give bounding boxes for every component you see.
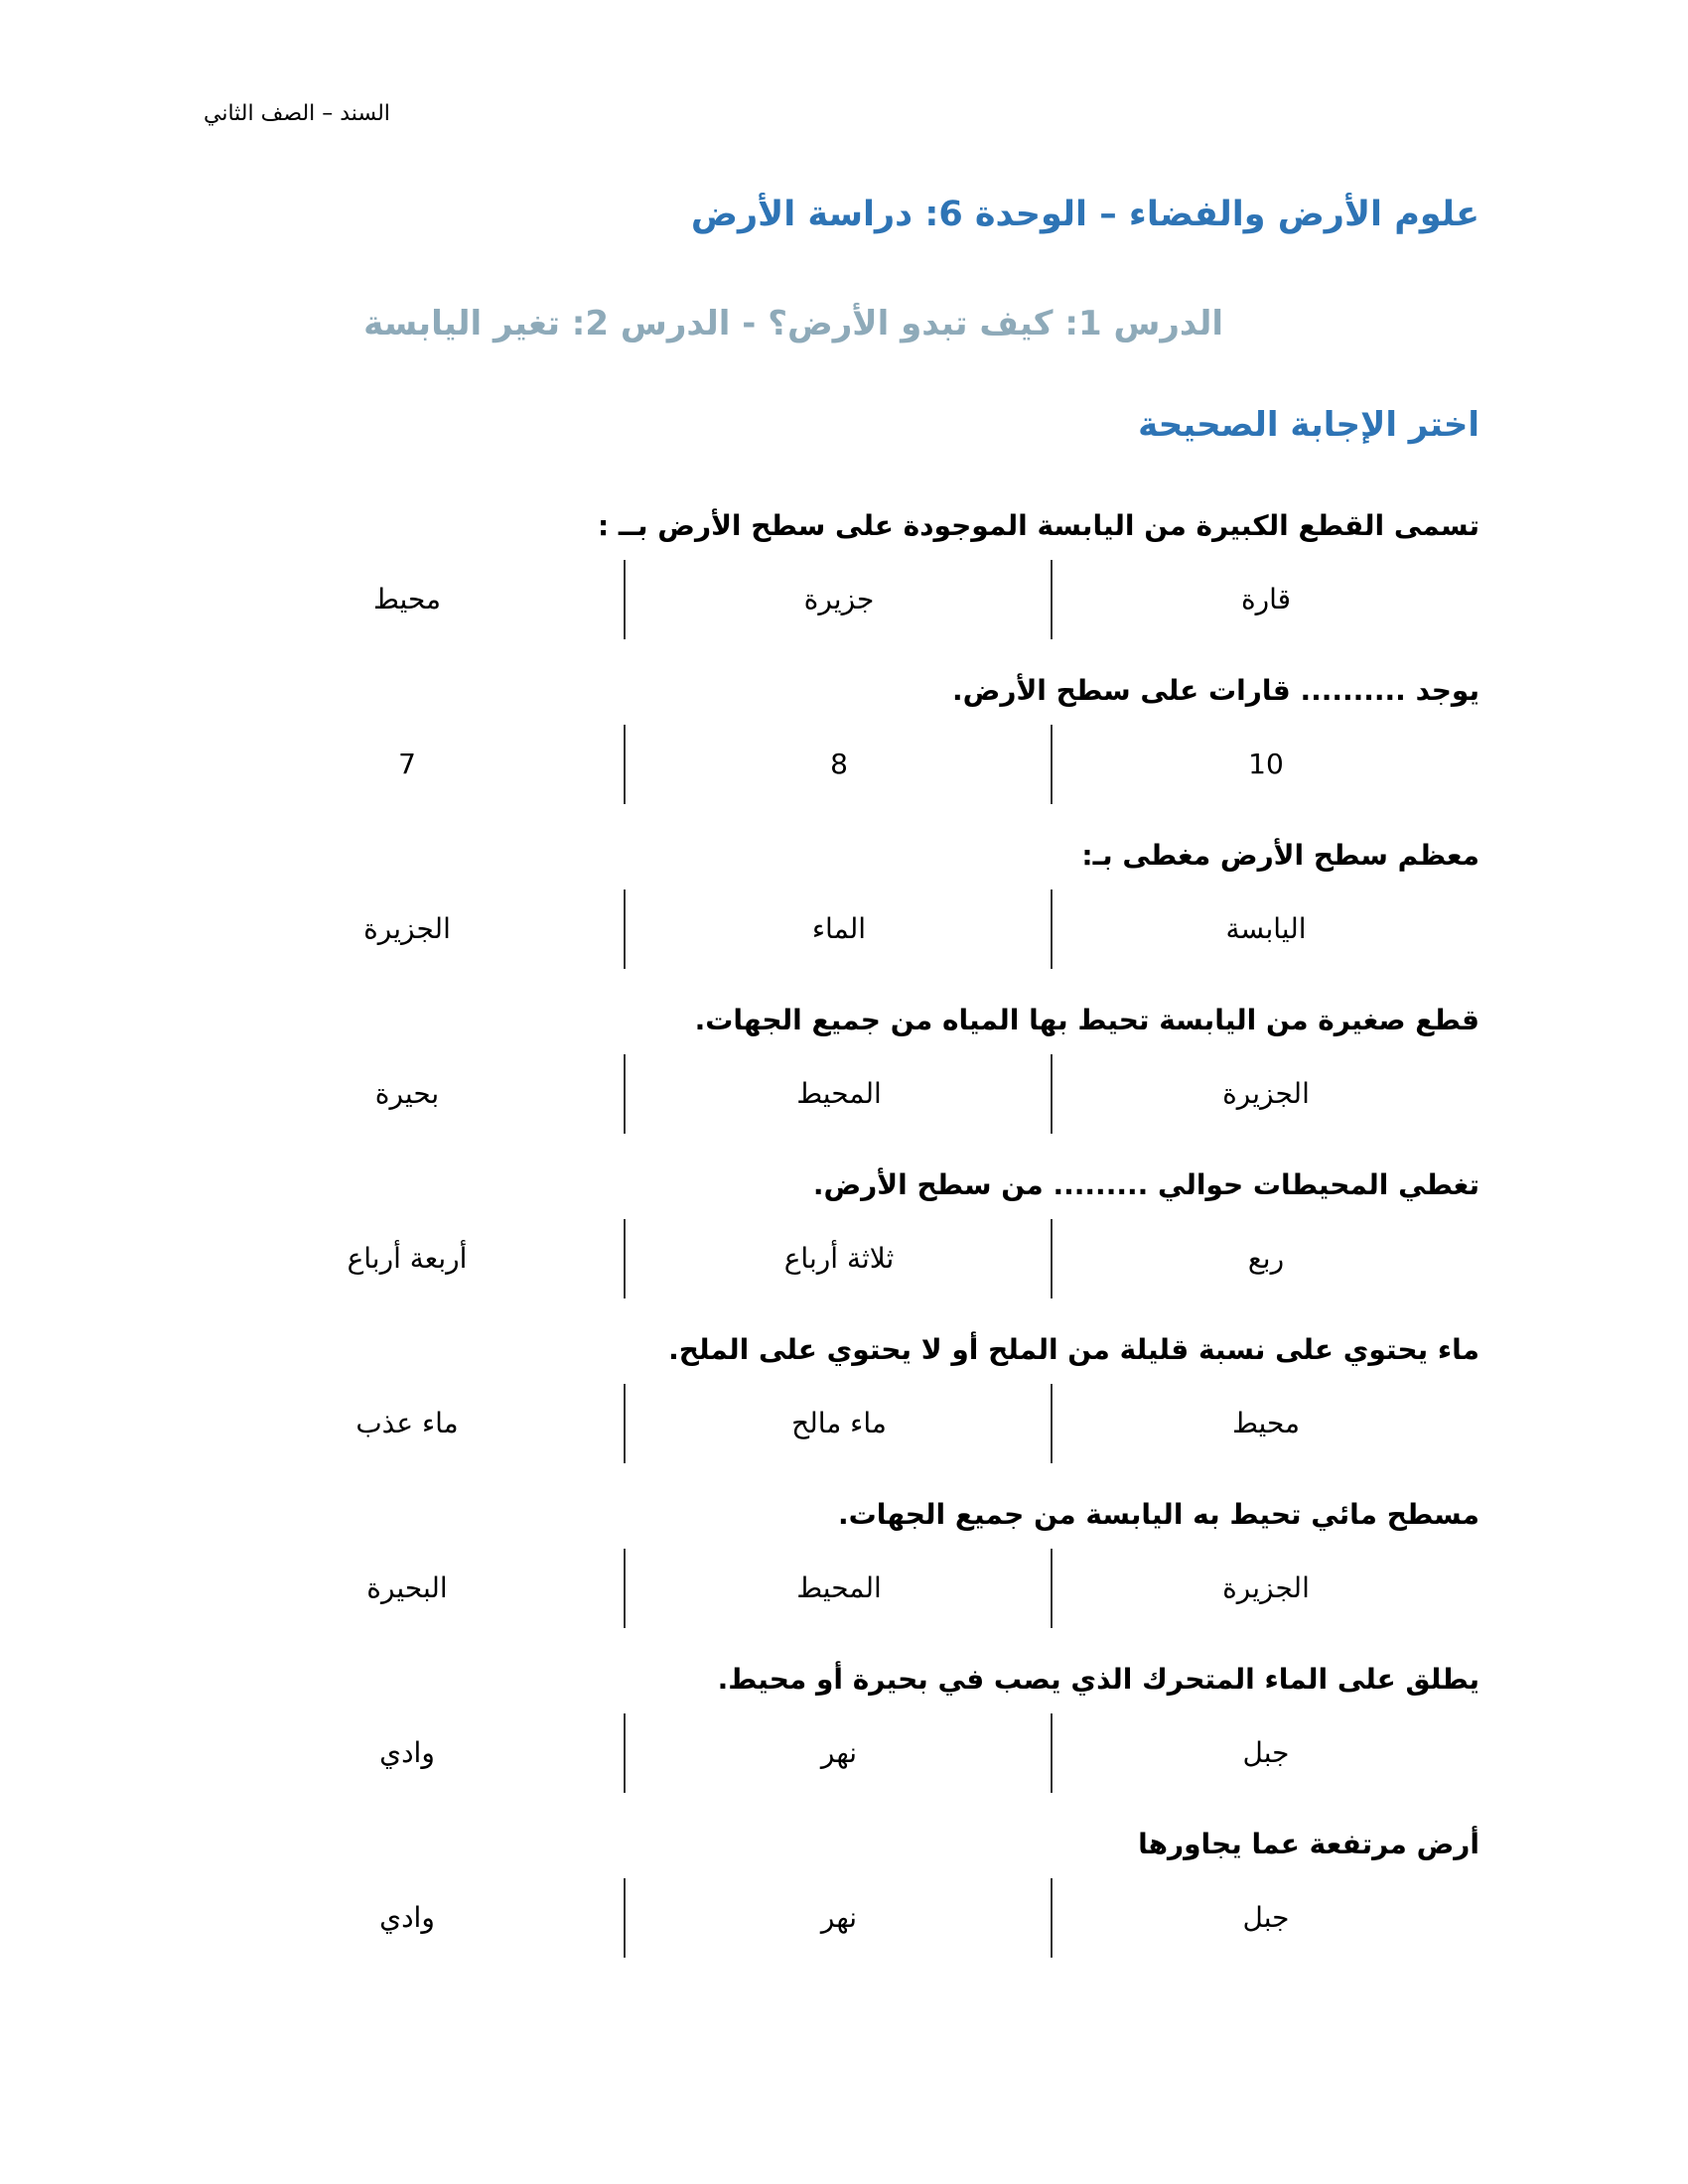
header-note: السند – الصف الثاني <box>204 101 390 126</box>
option-b[interactable]: نهر <box>820 1736 858 1769</box>
option-c[interactable]: وادي <box>379 1901 435 1934</box>
option-c[interactable]: البحيرة <box>366 1571 448 1604</box>
options-row <box>366 1549 1479 1628</box>
option-c[interactable]: وادي <box>379 1736 435 1769</box>
option-c[interactable]: محيط <box>372 583 442 615</box>
option-a[interactable]: محيط <box>1231 1407 1301 1439</box>
question-3 <box>363 836 1479 969</box>
option-a[interactable]: اليابسة <box>1225 912 1307 945</box>
options-row <box>374 1054 1479 1134</box>
option-a[interactable]: 10 <box>1248 748 1284 780</box>
question-9 <box>379 1825 1479 1958</box>
option-c[interactable]: 7 <box>398 748 416 780</box>
question-4 <box>374 1001 1479 1134</box>
question-text: تسمى القطع الكبيرة من اليابسة الموجودة على سطح الأرض بــ : <box>597 509 1479 542</box>
options-row <box>387 725 1479 804</box>
question-1 <box>372 506 1479 639</box>
option-b[interactable]: الماء <box>811 912 867 945</box>
option-c[interactable]: ماء عذب <box>355 1407 459 1439</box>
options-row <box>372 560 1479 639</box>
option-a[interactable]: ربع <box>1247 1242 1285 1275</box>
option-b[interactable]: نهر <box>820 1901 858 1934</box>
option-a[interactable]: الجزيرة <box>1222 1077 1310 1110</box>
question-5 <box>347 1165 1479 1298</box>
option-c[interactable]: بحيرة <box>374 1077 440 1110</box>
question-7 <box>366 1495 1479 1628</box>
option-b[interactable]: 8 <box>830 748 848 780</box>
question-8 <box>379 1660 1479 1793</box>
question-text: قطع صغيرة من اليابسة تحيط بها المياه من جميع الجهات. <box>694 1004 1479 1036</box>
question-text: يوجد .......... قارات على سطح الأرض. <box>952 674 1479 707</box>
options-row <box>379 1878 1479 1958</box>
option-b[interactable]: المحيط <box>796 1077 882 1110</box>
question-text: يطلق على الماء المتحرك الذي يصب في بحيرة أو محيط. <box>717 1663 1479 1696</box>
question-text: أرض مرتفعة عما يجاورها <box>1138 1828 1479 1860</box>
option-a[interactable]: جبل <box>1242 1736 1290 1769</box>
question-2 <box>387 671 1479 804</box>
option-a[interactable]: الجزيرة <box>1222 1571 1310 1604</box>
option-b[interactable]: جزيرة <box>803 583 875 615</box>
question-text: معظم سطح الأرض مغطى بـ: <box>1081 839 1479 872</box>
option-a[interactable]: قارة <box>1240 583 1292 615</box>
option-a[interactable]: جبل <box>1242 1901 1290 1934</box>
question-6 <box>355 1330 1479 1463</box>
instruction-heading: اختر الإجابة الصحيحة <box>1138 405 1479 445</box>
options-row <box>379 1713 1479 1793</box>
options-row <box>363 889 1479 969</box>
page-title: علوم الأرض والفضاء – الوحدة 6: دراسة الأرض <box>690 195 1479 234</box>
options-row <box>355 1384 1479 1463</box>
option-b[interactable]: ثلاثة أرباع <box>783 1242 895 1275</box>
question-text: تغطي المحيطات حوالي ......... من سطح الأرض. <box>812 1168 1479 1201</box>
page-subtitle: الدرس 1: كيف تبدو الأرض؟ - الدرس 2: تغير اليابسة <box>363 304 1223 343</box>
option-b[interactable]: المحيط <box>796 1571 882 1604</box>
question-text: ماء يحتوي على نسبة قليلة من الملح أو لا يحتوي على الملح. <box>668 1333 1479 1366</box>
options-row <box>347 1219 1479 1298</box>
option-b[interactable]: ماء مالح <box>791 1407 887 1439</box>
option-c[interactable]: أربعة أرباع <box>347 1242 468 1275</box>
question-text: مسطح مائي تحيط به اليابسة من جميع الجهات. <box>838 1498 1479 1531</box>
option-c[interactable]: الجزيرة <box>363 912 451 945</box>
